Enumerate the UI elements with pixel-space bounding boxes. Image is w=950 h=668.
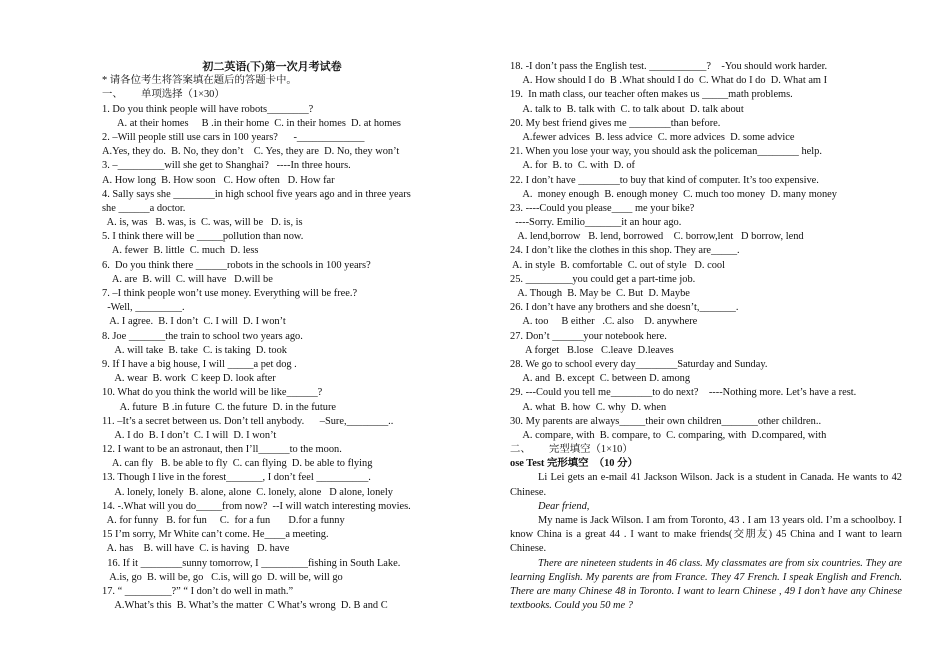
left-line: 初二英语(下)第一次月考试卷 bbox=[202, 61, 342, 73]
right-line: A. compare, with B. compare, to C. comparing, with D.compared, with bbox=[510, 429, 827, 441]
left-line: 13. Though I live in the forest_______, I don’t feel __________. bbox=[102, 472, 371, 484]
left-line: 8. Joe _______the train to school two years ago. bbox=[102, 330, 303, 342]
right-line: 30. My parents are always_____their own children_______other children.. bbox=[510, 415, 822, 427]
right-line: A. too B either .C. also D. anywhere bbox=[510, 316, 698, 328]
right-line: 21. When you lose your way, you should ask the policeman________ help. bbox=[510, 146, 822, 158]
left-line: 7. –I think people won’t use money. Everything will be free.? bbox=[102, 288, 358, 299]
left-line: A. for funny B. for fun C. for a fun D.for a funny bbox=[102, 515, 345, 526]
left-line: 5. I think there will be _____pollution than now. bbox=[102, 231, 304, 243]
right-line: 22. I don’t have ________to buy that kind of computer. It’s too expensive. bbox=[510, 174, 819, 186]
right-line: ose Test 完形填空 （10 分） bbox=[510, 458, 638, 470]
right-line: 24. I don’t like the clothes in this shop. They are_____. bbox=[510, 245, 740, 257]
left-line: A. I do B. I don’t C. I will D. I won’t bbox=[102, 429, 277, 441]
right-line: A. talk to B. talk with C. to talk about D. talk about bbox=[510, 103, 744, 115]
left-line: A. at their homes B .in their home C. in their homes D. at homes bbox=[102, 117, 401, 129]
left-line: A. lonely, lonely B. alone, alone C. lonely, alone D alone, lonely bbox=[102, 486, 393, 498]
left-line: A. will take B. take C. is taking D. took bbox=[102, 344, 287, 356]
left-line: A. has B. will have C. is having D. have bbox=[102, 543, 290, 555]
right-line: 20. My best friend gives me ________than before. bbox=[510, 117, 721, 129]
right-line: A.fewer advices B. less advice C. more advices D. some advice bbox=[510, 131, 795, 143]
left-line: A.What’s this B. What’s the matter C What’s wrong D. B and C bbox=[102, 600, 388, 612]
right-line: ----Sorry. Emilio_______it an hour ago. bbox=[510, 217, 682, 229]
left-line: A. are B. will C. will have D.will be bbox=[102, 273, 273, 285]
right-line: 18. -I don’t pass the English test. ___________? -You should work harder. bbox=[510, 61, 828, 72]
right-line: 19. In math class, our teacher often makes us _____math problems. bbox=[510, 89, 793, 101]
right-line: A. money enough B. enough money C. much too money D. many money bbox=[510, 188, 837, 200]
right-column bbox=[510, 60, 902, 613]
left-line: A. can fly B. be able to fly C. can flying D. be able to flying bbox=[102, 458, 373, 470]
right-line: A forget B.lose C.leave D.leaves bbox=[510, 344, 674, 356]
cloze-paragraph: There are nineteen students in 46 class. My classmates are from six countries. They are learning English. My parents are from France. They 47 French. I speak English and French. There are many Chinese 48 in Toronto. I want to learn Chinese , 49 I don’t have any Chinese textbooks. Could you 50 me ? bbox=[510, 557, 902, 612]
cloze-paragraph: My name is Jack Wilson. I am from Toronto, 43 . I am 13 years old. I’m a schoolboy. I know China is a great 44 . I want to make friends(交朋友) 45 China and I want to learn Chinese. bbox=[510, 515, 902, 555]
left-line: A. How long B. How soon C. How often D. How far bbox=[102, 174, 335, 186]
left-line: 16. If it ________sunny tomorrow, I _________fishing in South Lake. bbox=[102, 557, 401, 569]
left-line: A. fewer B. little C. much D. less bbox=[102, 245, 259, 257]
left-line: 一、 单项选择（1×30） bbox=[102, 89, 225, 101]
cloze-paragraph: Dear friend, bbox=[538, 500, 590, 512]
left-line: A. future B .in future C. the future D. in the future bbox=[102, 401, 337, 413]
right-line: 27. Don’t ______your notebook here. bbox=[510, 330, 667, 342]
left-line: 1. Do you think people will have robots________? bbox=[102, 103, 314, 115]
left-line: 17. “ _________?” “ I don’t do well in math.” bbox=[102, 585, 294, 597]
left-line: 14. -.What will you do_____from now? --I will watch interesting movies. bbox=[102, 500, 411, 512]
left-line: A. I agree. B. I don’t C. I will D. I won’t bbox=[102, 316, 286, 328]
left-line: 2. –Will people still use cars in 100 years? -_____________ bbox=[102, 131, 365, 143]
left-line: 4. Sally says she ________in high school five years ago and in three years bbox=[102, 188, 411, 200]
left-line: A.is, go B. will be, go C.is, will go D. will be, will go bbox=[102, 571, 343, 583]
left-line: 3. –_________will she get to Shanghai? ----In three hours. bbox=[102, 160, 351, 172]
right-line: A. and B. except C. between D. among bbox=[510, 373, 691, 385]
right-line: A. in style B. comfortable C. out of style D. cool bbox=[510, 259, 726, 271]
right-line: 29. ---Could you tell me________to do next? ----Nothing more. Let’s have a rest. bbox=[510, 387, 857, 399]
right-line: 二、 完型填空（1×10） bbox=[510, 444, 633, 456]
right-line: A. what B. how C. why D. when bbox=[510, 401, 667, 413]
left-line: 12. I want to be an astronaut, then I’ll______to the moon. bbox=[102, 444, 342, 456]
left-line: -Well, _________. bbox=[102, 302, 185, 314]
right-line: 25. _________you could get a part-time job. bbox=[510, 273, 696, 285]
right-line: 28. We go to school every day________Saturday and Sunday. bbox=[510, 358, 768, 370]
right-line: A. for B. to C. with D. of bbox=[510, 160, 635, 172]
left-line: she ______a doctor. bbox=[102, 202, 186, 214]
left-line: A. is, was B. was, is C. was, will be D. is, is bbox=[102, 217, 303, 229]
left-line: 9. If I have a big house, I will _____a pet dog . bbox=[102, 358, 297, 370]
right-line: A. How should I do B .What should I do C. What do I do D. What am I bbox=[510, 75, 828, 87]
left-line: 6. Do you think there ______robots in the schools in 100 years? bbox=[102, 259, 371, 271]
left-line: 11. –It’s a secret between us. Don’t tell anybody. –Sure,________.. bbox=[102, 415, 394, 427]
right-line: A. lend,borrow B. lend, borrowed C. borrow,lent D borrow, lend bbox=[510, 231, 804, 243]
left-line: 15 I’m sorry, Mr White can’t come. He____a meeting. bbox=[102, 529, 329, 541]
right-line: 26. I don’t have any brothers and she doesn’t,_______. bbox=[510, 302, 739, 314]
left-line: * 请各位考生将答案填在题后的答题卡中。 bbox=[102, 75, 297, 87]
left-line: A. wear B. work C keep D. look after bbox=[102, 373, 276, 385]
cloze-paragraph: Li Lei gets an e-mail 41 Jackson Wilson. Jack is a student in Canada. He wants to 42 Chinese. bbox=[510, 472, 902, 498]
left-line: 10. What do you think the world will be like______? bbox=[102, 387, 323, 399]
right-line: 23. ----Could you please____ me your bike? bbox=[510, 202, 695, 214]
right-line: A. Though B. May be C. But D. Maybe bbox=[510, 288, 690, 299]
left-column bbox=[102, 60, 442, 613]
left-line: A.Yes, they do. B. No, they don’t C. Yes, they are D. No, they won’t bbox=[102, 146, 400, 158]
